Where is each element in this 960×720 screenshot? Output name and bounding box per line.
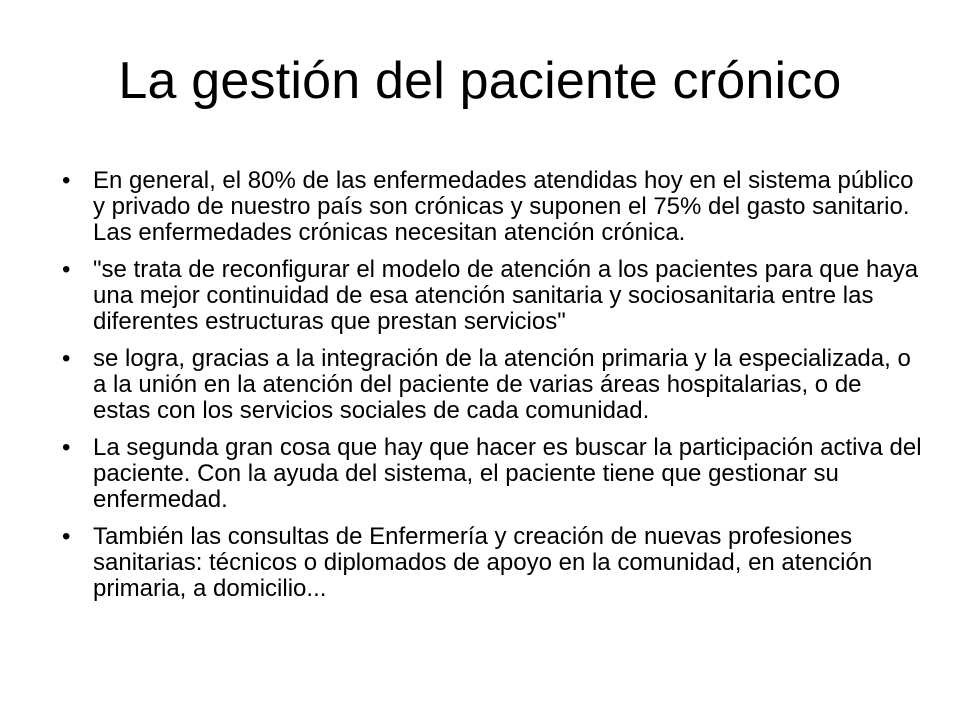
bullet-text: La segunda gran cosa que hay que hacer es buscar la participación activa del paciente. Con la ayuda del sistema, el paciente tiene que gestionar su enfermedad. — [93, 434, 922, 513]
bullet-marker: • — [62, 256, 71, 283]
slide-title: La gestión del paciente crónico — [118, 52, 842, 110]
bullet-marker: • — [62, 167, 71, 194]
bullet-item — [62, 435, 922, 513]
bullet-item — [62, 168, 922, 246]
bullet-item — [62, 346, 922, 424]
bullet-marker: • — [62, 523, 71, 550]
bullet-list — [62, 168, 922, 613]
bullet-item — [62, 257, 922, 335]
bullet-text: También las consultas de Enfermería y creación de nuevas profesiones sanitarias: técnicos o diplomados de apoyo en la comunidad, en atención primaria, a domicilio... — [93, 523, 873, 602]
bullet-marker: • — [62, 345, 71, 372]
bullet-text: se logra, gracias a la integración de la atención primaria y la especializada, o a la unión en la atención del paciente de varias áreas hospitalarias, o de estas con los servicios sociales de cada comunidad. — [93, 345, 911, 424]
bullet-text: En general, el 80% de las enfermedades atendidas hoy en el sistema público y privado de nuestro país son crónicas y suponen el 75% del gasto sanitario. Las enfermedades crónicas necesitan atención crónica. — [93, 167, 914, 246]
bullet-text: "se trata de reconfigurar el modelo de atención a los pacientes para que haya una mejor continuidad de esa atención sanitaria y sociosanitaria entre las diferentes estructuras que prestan servicios" — [93, 256, 919, 335]
bullet-marker: • — [62, 434, 71, 461]
bullet-item — [62, 524, 922, 602]
